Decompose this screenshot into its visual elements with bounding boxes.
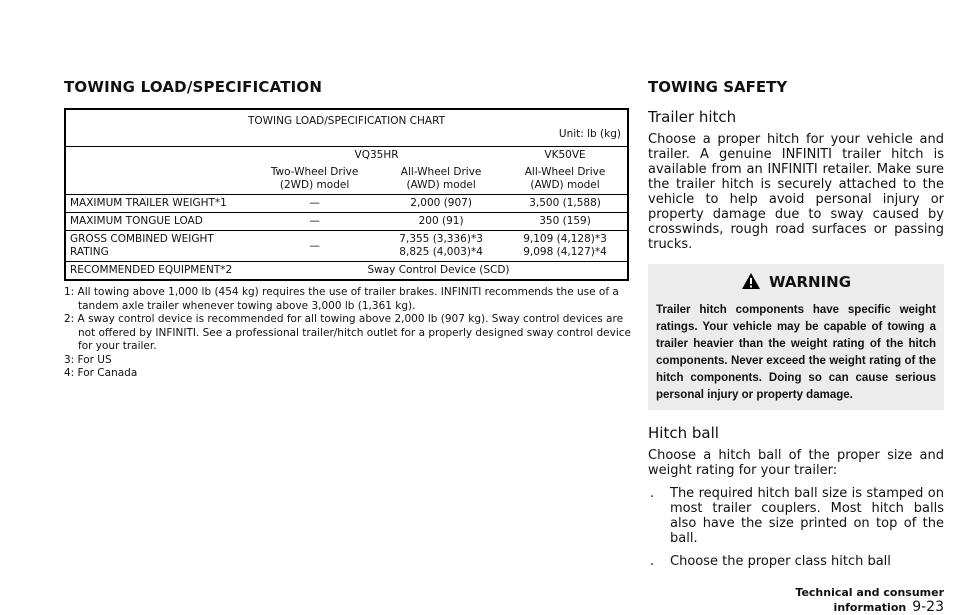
list-item (648, 554, 944, 569)
cell-line: 9,098 (4,127)*4 (523, 246, 607, 258)
trailer-hitch-text: Choose a proper hitch for your vehicle and trailer. A genuine INFINITI trailer hitch is available from an INFINITI retailer. Make sure the trailer hitch is securely attached to the vehicle to help avoid personal injury or property damage due to sway caused by crosswinds, rough road surfaces or passing trucks. (648, 132, 944, 252)
drive-header-2wd (250, 164, 379, 195)
cell-line: 8,825 (4,003)*4 (399, 246, 483, 258)
footnote: 3: For US (64, 353, 112, 366)
cell: 200 (91) (379, 213, 503, 231)
warning-triangle-icon (741, 272, 761, 290)
cell (379, 231, 503, 262)
cell: — (250, 213, 379, 231)
spanning-cell: Sway Control Device (SCD) (250, 262, 627, 280)
footnotes (64, 286, 632, 381)
footnote: 1: All towing above 1,000 lb (454 kg) requires the use of trailer brakes. INFINITI recommends the use of a tandem axle trailer whenever towing above 3,000 lb (1,361 kg). (64, 286, 619, 312)
list-item-text: Choose the proper class hitch ball (670, 554, 891, 569)
list-item-text: The required hitch ball size is stamped on most trailer couplers. Most hitch balls also have the size printed on top of the ball. (670, 486, 944, 546)
empty-header-cell (66, 147, 250, 195)
cell: 350 (159) (503, 213, 627, 231)
model-header-row (66, 147, 627, 165)
table-unit: Unit: lb (kg) (558, 128, 621, 140)
page-number: 9-23 (912, 599, 944, 615)
model-header-vq35hr: VQ35HR (250, 147, 503, 165)
left-column (64, 78, 632, 381)
cell (503, 231, 627, 262)
hitch-ball-list (648, 486, 944, 569)
towing-load-heading: TOWING LOAD/SPECIFICATION (64, 78, 323, 96)
warning-header (656, 272, 936, 292)
table-row (66, 195, 627, 213)
right-column (648, 78, 944, 569)
warning-text: Trailer hitch components have specific weight ratings. Your vehicle may be capable of towing a trailer heavier than the weight rating of the hitch components. Never exceed the weight rating of the hitch components. Doing so can cause serious personal injury or property damage. (656, 304, 936, 401)
drive-header-line: (2WD) model (279, 179, 350, 191)
row-label: MAXIMUM TRAILER WEIGHT*1 (66, 195, 250, 213)
drive-header-awd-vk (503, 164, 627, 195)
table-row (66, 231, 627, 262)
cell: — (250, 195, 379, 213)
trailer-hitch-heading: Trailer hitch (648, 108, 737, 126)
cell: 3,500 (1,588) (503, 195, 627, 213)
drive-header-line: All-Wheel Drive (400, 166, 482, 178)
row-label (66, 231, 250, 262)
cell: — (250, 231, 379, 262)
warning-box (648, 264, 944, 410)
table-title: TOWING LOAD/SPECIFICATION CHART (247, 115, 446, 127)
footer-section: Technical and consumer information (795, 586, 944, 614)
model-header-vk50ve: VK50VE (503, 147, 627, 165)
row-label: RECOMMENDED EQUIPMENT*2 (66, 262, 250, 280)
row-label: MAXIMUM TONGUE LOAD (66, 213, 250, 231)
footnote: 2: A sway control device is recommended for all towing above 2,000 lb (907 kg). Sway control devices are not offered by INFINITI. See a professional trailer/hitch outlet for a properly designed sway control device for your trailer. (64, 313, 631, 352)
cell-line: 7,355 (3,336)*3 (399, 233, 483, 245)
hitch-ball-heading: Hitch ball (648, 424, 719, 442)
towing-spec-table (64, 108, 629, 281)
drive-header-awd-vq (379, 164, 503, 195)
list-item (648, 486, 944, 546)
drive-header-line: All-Wheel Drive (524, 166, 606, 178)
table-row (66, 213, 627, 231)
footnote: 4: For Canada (64, 367, 138, 379)
towing-safety-heading: TOWING SAFETY (648, 78, 788, 96)
cell-line: 9,109 (4,128)*3 (523, 233, 607, 245)
cell: 2,000 (907) (379, 195, 503, 213)
row-label-line: GROSS COMBINED WEIGHT (70, 233, 214, 245)
drive-header-line: (AWD) model (530, 179, 600, 191)
table-row (66, 262, 627, 280)
drive-header-line: Two-Wheel Drive (270, 166, 359, 178)
row-label-line: RATING (70, 246, 109, 258)
bullet-icon: . (650, 554, 655, 569)
bullet-icon: . (650, 486, 655, 501)
drive-header-line: (AWD) model (406, 179, 476, 191)
hitch-ball-text: Choose a hitch ball of the proper size and weight rating for your trailer: (648, 448, 944, 478)
warning-title: WARNING (768, 273, 852, 291)
